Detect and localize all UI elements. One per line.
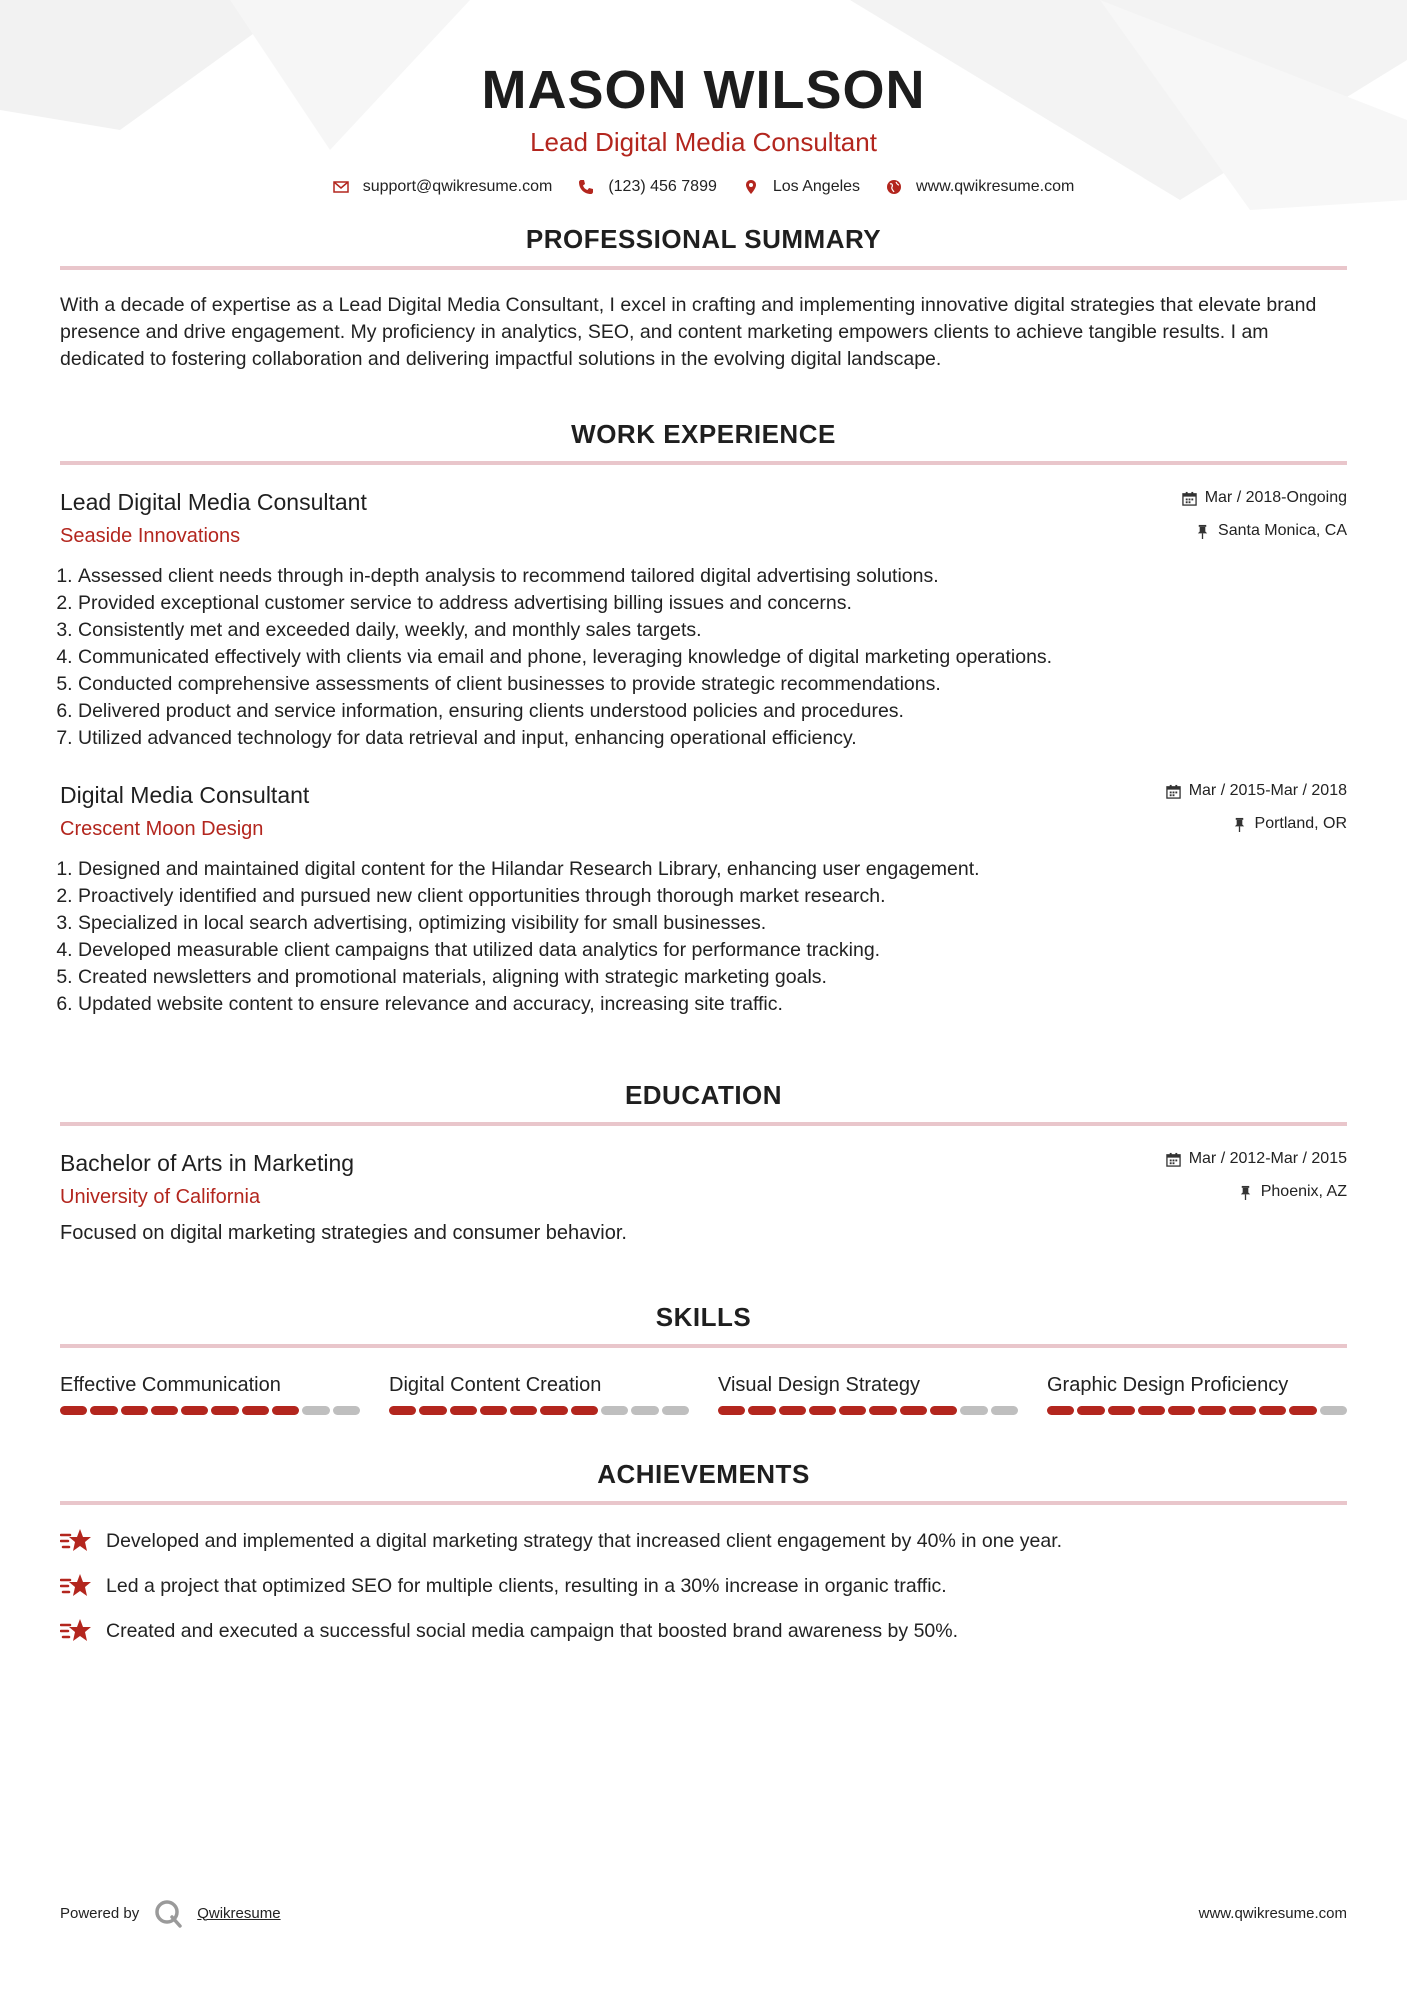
skill-item bbox=[1047, 1372, 1347, 1415]
shooting-star-icon bbox=[60, 1572, 92, 1600]
skill-segment bbox=[1320, 1406, 1347, 1415]
achievement-text: Developed and implemented a digital marketing strategy that increased client engagement by 40% in one year. bbox=[106, 1529, 1063, 1552]
education-date: Mar / 2012-Mar / 2015 bbox=[1188, 1150, 1347, 1167]
skills-section bbox=[60, 1300, 1347, 1415]
skill-segment bbox=[1047, 1406, 1074, 1415]
section-heading: EDUCATION bbox=[624, 1080, 783, 1110]
section-heading: PROFESSIONAL SUMMARY bbox=[525, 224, 882, 254]
education-entry bbox=[60, 1148, 1347, 1246]
skill-segment bbox=[809, 1406, 836, 1415]
skill-segment bbox=[1168, 1406, 1195, 1415]
skill-segment bbox=[779, 1406, 806, 1415]
skill-name: Digital Content Creation bbox=[389, 1374, 602, 1396]
skill-name: Graphic Design Proficiency bbox=[1047, 1374, 1289, 1396]
email-text: support@qwikresume.com bbox=[362, 178, 553, 195]
list-item: 1. Designed and maintained digital content for the Hilandar Research Library, enhancing user engagement. bbox=[78, 856, 1347, 883]
skill-segment bbox=[1077, 1406, 1104, 1415]
skill-segment bbox=[571, 1406, 598, 1415]
qwikresume-logo-icon bbox=[153, 1898, 183, 1928]
list-item: 5. Created newsletters and promotional materials, aligning with strategic marketing goals. bbox=[78, 964, 1347, 991]
skill-segment bbox=[960, 1406, 987, 1415]
skill-segment bbox=[389, 1406, 416, 1415]
candidate-title: Lead Digital Media Consultant bbox=[530, 127, 877, 157]
map-pin-icon bbox=[743, 179, 759, 195]
education-section bbox=[60, 1078, 1347, 1246]
skill-segment bbox=[869, 1406, 896, 1415]
contact-bar bbox=[60, 178, 1347, 196]
skill-item bbox=[389, 1372, 689, 1415]
experience-section bbox=[60, 417, 1347, 1018]
job-title: Digital Media Consultant bbox=[60, 782, 310, 808]
degree-title: Bachelor of Arts in Marketing bbox=[60, 1150, 355, 1176]
pushpin-icon bbox=[1232, 817, 1247, 832]
summary-text: With a decade of expertise as a Lead Digital Media Consultant, I excel in crafting and implementing innovative digital strategies that elevate brand presence and drive engagement. My proficiency in analytics, SEO, and content marketing empowers clients to achieve tangible results. I am dedicated to fostering collaboration and delivering impactful solutions in the evolving digital landscape. bbox=[60, 294, 1317, 370]
skill-segment bbox=[601, 1406, 628, 1415]
calendar-icon bbox=[1182, 491, 1197, 506]
skill-segment bbox=[631, 1406, 658, 1415]
education-location: Phoenix, AZ bbox=[1260, 1183, 1347, 1200]
job-company: Seaside Innovations bbox=[60, 525, 241, 547]
contact-phone[interactable] bbox=[578, 178, 717, 196]
shooting-star-icon bbox=[60, 1617, 92, 1645]
skill-segment bbox=[1198, 1406, 1225, 1415]
skill-segment bbox=[1289, 1406, 1316, 1415]
skill-rating-bar bbox=[718, 1406, 1018, 1415]
contact-email[interactable] bbox=[333, 178, 553, 196]
skill-rating-bar bbox=[60, 1406, 360, 1415]
job-date: Mar / 2018-Ongoing bbox=[1204, 489, 1347, 506]
skill-segment bbox=[991, 1406, 1018, 1415]
skill-segment bbox=[748, 1406, 775, 1415]
school-name: University of California bbox=[60, 1186, 261, 1208]
list-item: 2. Provided exceptional customer service to address advertising billing issues and concerns. bbox=[78, 590, 1347, 617]
list-item: 2. Proactively identified and pursued new client opportunities through thorough market research. bbox=[78, 883, 1347, 910]
job-date: Mar / 2015-Mar / 2018 bbox=[1188, 782, 1347, 799]
skill-segment bbox=[1229, 1406, 1256, 1415]
skill-name: Effective Communication bbox=[60, 1374, 281, 1396]
skill-segment bbox=[151, 1406, 178, 1415]
phone-text: (123) 456 7899 bbox=[608, 178, 717, 195]
skill-segment bbox=[302, 1406, 329, 1415]
footer-website[interactable]: www.qwikresume.com bbox=[1198, 1904, 1347, 1922]
skill-segment bbox=[540, 1406, 567, 1415]
job-entry bbox=[60, 487, 1347, 752]
skill-segment bbox=[930, 1406, 957, 1415]
calendar-icon bbox=[1166, 1152, 1181, 1167]
section-divider bbox=[60, 1344, 1347, 1348]
section-heading: SKILLS bbox=[655, 1302, 752, 1332]
skill-segment bbox=[333, 1406, 360, 1415]
job-bullets bbox=[60, 856, 1347, 1018]
section-divider bbox=[60, 1501, 1347, 1505]
achievement-text: Created and executed a successful social media campaign that boosted brand awareness by 50%. bbox=[106, 1619, 959, 1642]
job-bullets bbox=[60, 563, 1347, 752]
skill-segment bbox=[242, 1406, 269, 1415]
skill-segment bbox=[272, 1406, 299, 1415]
skill-segment bbox=[662, 1406, 689, 1415]
list-item: 4. Communicated effectively with clients via email and phone, leveraging knowledge of digital marketing operations. bbox=[78, 644, 1347, 671]
skill-segment bbox=[211, 1406, 238, 1415]
summary-section bbox=[60, 222, 1347, 373]
skill-segment bbox=[839, 1406, 866, 1415]
pushpin-icon bbox=[1195, 524, 1210, 539]
skills-list bbox=[60, 1372, 1347, 1415]
skill-segment bbox=[419, 1406, 446, 1415]
skill-rating-bar bbox=[1047, 1406, 1347, 1415]
skill-segment bbox=[480, 1406, 507, 1415]
website-text: www.qwikresume.com bbox=[916, 178, 1075, 195]
skill-segment bbox=[121, 1406, 148, 1415]
powered-by bbox=[60, 1898, 281, 1928]
page-footer bbox=[60, 1898, 1347, 1928]
pushpin-icon bbox=[1238, 1185, 1253, 1200]
skill-segment bbox=[900, 1406, 927, 1415]
job-title: Lead Digital Media Consultant bbox=[60, 489, 367, 515]
globe-icon bbox=[886, 179, 902, 195]
skill-item bbox=[60, 1372, 360, 1415]
achievements-section bbox=[60, 1457, 1347, 1645]
section-divider bbox=[60, 461, 1347, 465]
contact-location bbox=[743, 178, 860, 196]
skill-segment bbox=[1108, 1406, 1135, 1415]
candidate-name: MASON WILSON bbox=[481, 60, 926, 120]
powered-by-label: Powered by bbox=[60, 1904, 140, 1922]
resume-header bbox=[60, 0, 1347, 196]
list-item: 3. Specialized in local search advertising, optimizing visibility for small businesses. bbox=[78, 910, 1347, 937]
skill-rating-bar bbox=[389, 1406, 689, 1415]
skill-segment bbox=[1259, 1406, 1286, 1415]
list-item: 5. Conducted comprehensive assessments of client businesses to provide strategic recommendations. bbox=[78, 671, 1347, 698]
list-item: 6. Delivered product and service information, ensuring clients understood policies and procedures. bbox=[78, 698, 1347, 725]
achievement-item bbox=[60, 1527, 1347, 1555]
section-heading: WORK EXPERIENCE bbox=[571, 419, 836, 449]
skill-segment bbox=[90, 1406, 117, 1415]
achievement-item bbox=[60, 1617, 1347, 1645]
envelope-icon bbox=[333, 179, 349, 195]
list-item: 7. Utilized advanced technology for data retrieval and input, enhancing operational efficiency. bbox=[78, 725, 1347, 752]
location-text: Los Angeles bbox=[772, 178, 861, 195]
list-item: 4. Developed measurable client campaigns that utilized data analytics for performance tracking. bbox=[78, 937, 1347, 964]
section-heading: ACHIEVEMENTS bbox=[597, 1459, 810, 1489]
skill-segment bbox=[1138, 1406, 1165, 1415]
skill-segment bbox=[450, 1406, 477, 1415]
list-item: 3. Consistently met and exceeded daily, weekly, and monthly sales targets. bbox=[78, 617, 1347, 644]
achievement-text: Led a project that optimized SEO for multiple clients, resulting in a 30% increase in organic traffic. bbox=[106, 1574, 947, 1597]
contact-website[interactable] bbox=[886, 178, 1074, 196]
section-divider bbox=[60, 1122, 1347, 1126]
qwikresume-link[interactable]: Qwikresume bbox=[197, 1904, 281, 1922]
section-divider bbox=[60, 266, 1347, 270]
list-item: 6. Updated website content to ensure relevance and accuracy, increasing site traffic. bbox=[78, 991, 1347, 1018]
education-description: Focused on digital marketing strategies and consumer behavior. bbox=[60, 1222, 627, 1244]
skill-segment bbox=[510, 1406, 537, 1415]
skill-name: Visual Design Strategy bbox=[718, 1374, 920, 1396]
achievements-list bbox=[60, 1527, 1347, 1645]
job-entry bbox=[60, 780, 1347, 1018]
skill-segment bbox=[60, 1406, 87, 1415]
achievement-item bbox=[60, 1572, 1347, 1600]
skill-segment bbox=[718, 1406, 745, 1415]
job-location: Santa Monica, CA bbox=[1218, 522, 1347, 539]
skill-segment bbox=[181, 1406, 208, 1415]
job-location: Portland, OR bbox=[1254, 815, 1347, 832]
shooting-star-icon bbox=[60, 1527, 92, 1555]
phone-icon bbox=[578, 179, 594, 195]
list-item: 1. Assessed client needs through in-depth analysis to recommend tailored digital advertising solutions. bbox=[78, 563, 1347, 590]
calendar-icon bbox=[1166, 784, 1181, 799]
job-company: Crescent Moon Design bbox=[60, 818, 264, 840]
skill-item bbox=[718, 1372, 1018, 1415]
